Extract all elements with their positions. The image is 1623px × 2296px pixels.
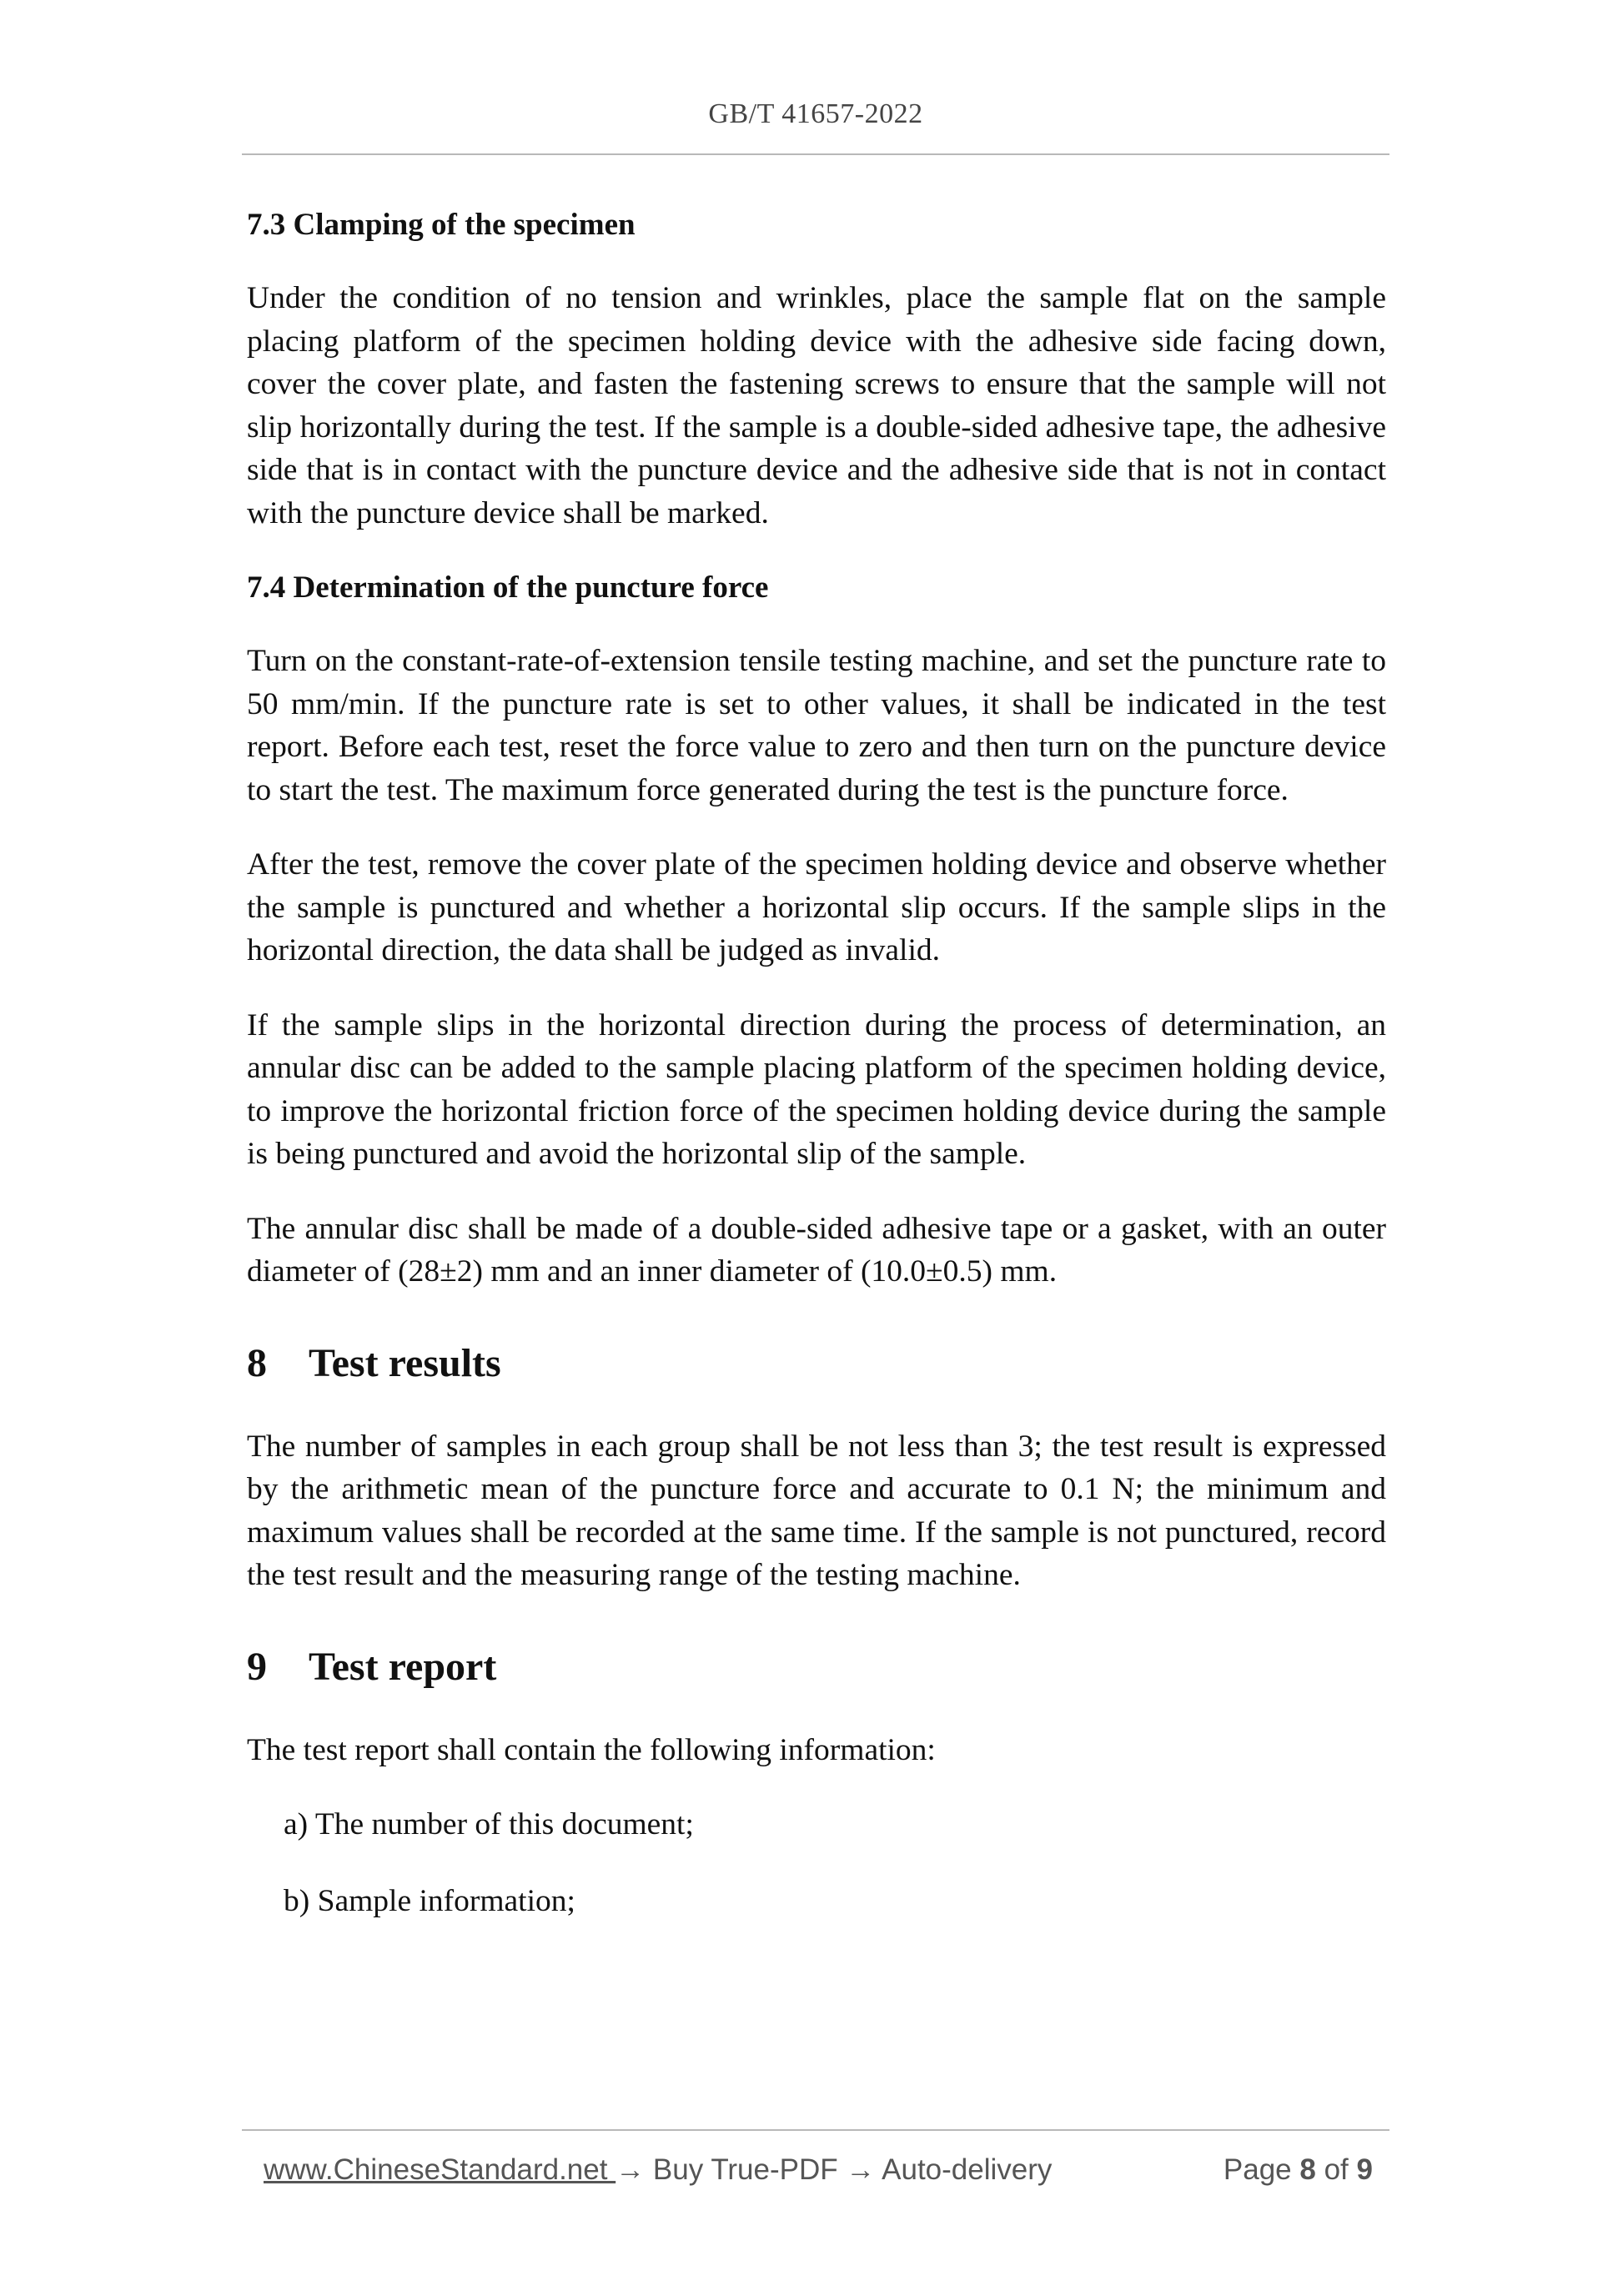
page-body <box>247 203 1386 1956</box>
section-8-title: Test results <box>309 1340 501 1385</box>
current-page-number: 8 <box>1299 2153 1316 2186</box>
page-of-label: of <box>1324 2153 1349 2186</box>
total-page-number: 9 <box>1356 2153 1373 2186</box>
list-item: b) Sample information; <box>284 1883 575 1918</box>
heading-7-3: 7.3 Clamping of the specimen <box>247 208 636 242</box>
heading-7-4: 7.4 Determination of the puncture force <box>247 570 769 605</box>
auto-delivery-text: Auto-delivery <box>875 2153 1053 2186</box>
header-divider <box>242 153 1389 155</box>
paragraph-7-4-2: After the test, remove the cover plate of the specimen holding device and observe whether the sample is punctured and whether a horizontal slip occurs. If the sample slips in the horizontal direction, the data shall be judged as invalid. <box>247 847 1386 967</box>
paragraph-7-4-1: Turn on the constant-rate-of-extension tensile testing machine, and set the puncture rate to 50 mm/min. If the puncture rate is set to other values, it shall be indicated in the test report. Before each test, reset the force value to zero and then turn on the puncture device to start the test. The maximum force generated during the test is the puncture force. <box>247 644 1386 807</box>
page-indicator <box>1224 2152 1373 2188</box>
paragraph-8-1: The number of samples in each group shall be not less than 3; the test result is expressed by the arithmetic mean of the puncture force and accurate to 0.1 N; the minimum and maximum values shall be recorded at the same time. If the sample is not punctured, record the test result and the measuring range of the testing machine. <box>247 1429 1386 1592</box>
paragraph-7-3-1: Under the condition of no tension and wrinkles, place the sample flat on the sample placing platform of the specimen holding device with the adhesive side facing down, cover the cover plate, and fasten the fastening screws to ensure that the sample will not slip horizontally during the test. If the sample is a double-sided adhesive tape, the adhesive side that is in contact with the puncture device and the adhesive side that is not in contact with the puncture device shall be marked. <box>247 281 1386 530</box>
section-9-title: Test report <box>309 1644 497 1689</box>
arrow-right-icon: → <box>616 2153 646 2186</box>
section-9-number: 9 <box>247 1644 267 1689</box>
footer-divider <box>242 2129 1389 2131</box>
page-label: Page <box>1223 2153 1292 2186</box>
paragraph-9-1: The test report shall contain the following information: <box>247 1732 936 1767</box>
buy-true-pdf-text: Buy True-PDF <box>645 2153 847 2186</box>
section-8-number: 8 <box>247 1340 267 1385</box>
section-9-heading <box>247 1642 1386 1692</box>
document-code-header: GB/T 41657-2022 <box>708 98 923 129</box>
site-link[interactable]: www.ChineseStandard.net <box>264 2153 616 2186</box>
footer-promo <box>264 2152 1052 2188</box>
arrow-right-icon: → <box>846 2153 876 2186</box>
paragraph-7-4-4: The annular disc shall be made of a double-sided adhesive tape or a gasket, with an outer diameter of (28±2) mm and an inner diameter of (10.0±0.5) mm. <box>247 1211 1386 1289</box>
paragraph-7-4-3: If the sample slips in the horizontal direction during the process of determination, an annular disc can be added to the sample placing platform of the specimen holding device, to improve the horizontal friction force of the specimen holding device during the sample is being punctured and avoid the horizontal slip of the sample. <box>247 1007 1386 1171</box>
section-8-heading <box>247 1339 1386 1389</box>
list-item: a) The number of this document; <box>284 1807 694 1841</box>
